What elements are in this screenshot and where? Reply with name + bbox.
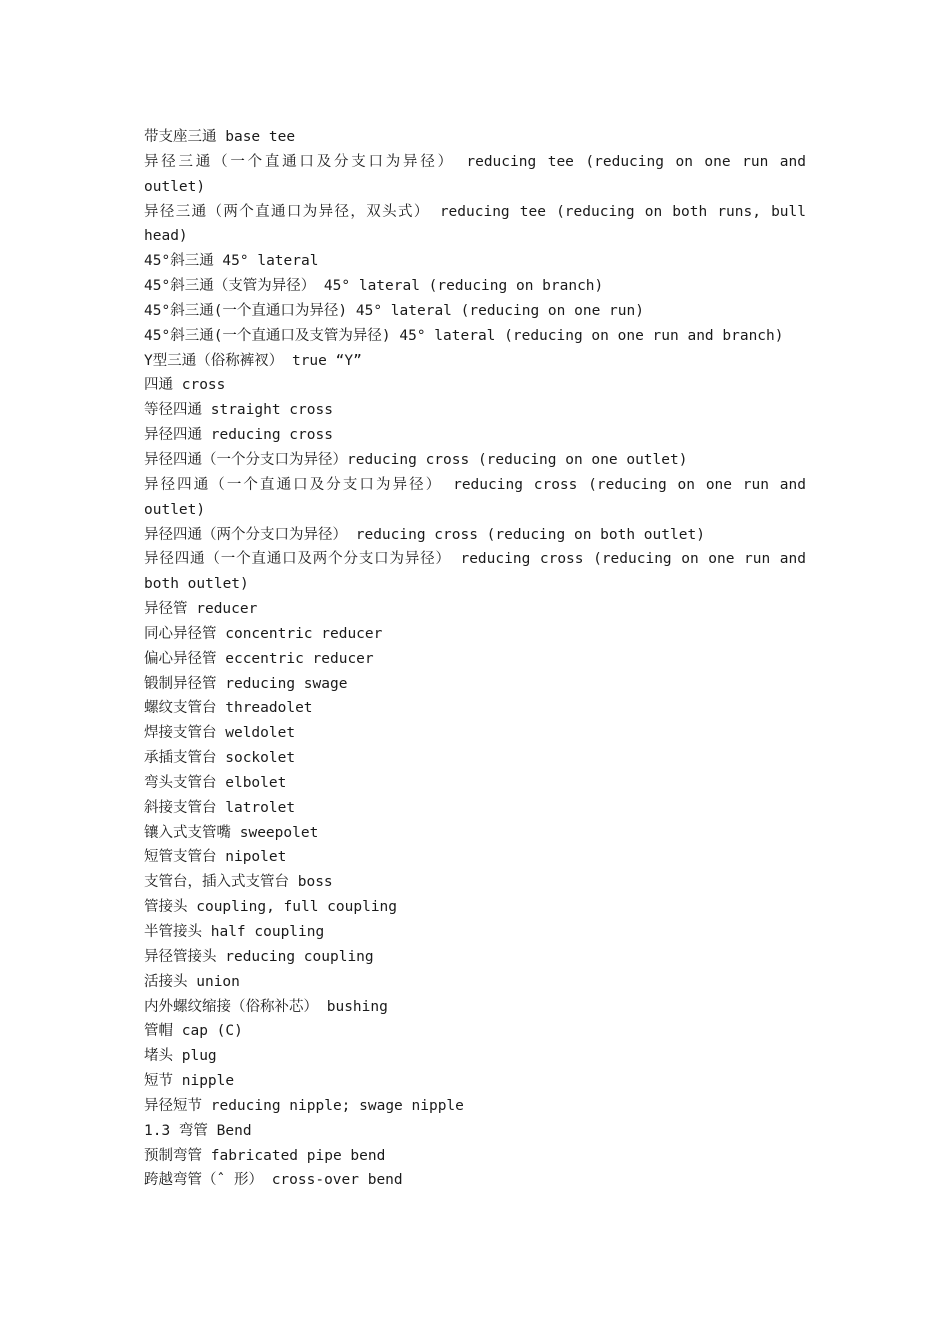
text-line: 异径四通（一个直通口及分支口为异径） reducing cross (reducing on one run and outlet) xyxy=(144,476,806,518)
text-line: 异径管接头 reducing coupling xyxy=(144,948,374,965)
text-line: 螺纹支管台 threadolet xyxy=(144,700,313,717)
text-line: 半管接头 half coupling xyxy=(144,924,325,940)
text-line: 偏心异径管 eccentric reducer xyxy=(144,650,374,667)
text-line: 异径四通 reducing cross xyxy=(144,427,333,444)
text-line: 45°斜三通 45° lateral xyxy=(144,253,319,270)
text-line: 支管台，插入式支管台 boss xyxy=(144,874,333,891)
text-line: 管接头 coupling, full coupling xyxy=(144,899,398,916)
text-line: 预制弯管 fabricated pipe bend xyxy=(144,1147,386,1164)
text-line: 活接头 union xyxy=(144,973,240,990)
text-line: 异径四通（两个分支口为异径） reducing cross (reducing on both outlet) xyxy=(144,526,705,543)
text-line: 内外螺纹缩接（俗称补芯） bushing xyxy=(144,998,388,1015)
text-line: 等径四通 straight cross xyxy=(144,402,333,419)
text-line: 异径四通（一个分支口为异径）reducing cross (reducing on one outlet) xyxy=(144,451,688,468)
text-line: 跨越弯管（ˆ 形） cross-over bend xyxy=(144,1172,403,1189)
text-line: 短节 nipple xyxy=(144,1073,235,1090)
text-line: 异径三通（一个直通口及分支口为异径） reducing tee (reducing on one run and outlet) xyxy=(144,153,806,195)
text-line: 管帽 cap (C) xyxy=(144,1023,243,1040)
text-line: 锻制异径管 reducing swage xyxy=(144,675,348,692)
text-line: 异径三通（两个直通口为异径，双头式） reducing tee (reducing on both runs, bull head) xyxy=(144,203,806,245)
text-line: 短管支管台 nipolet xyxy=(144,849,287,866)
text-line: 堵头 plug xyxy=(144,1048,217,1065)
text-line: 45°斜三通（支管为异径） 45° lateral (reducing on branch) xyxy=(144,278,604,295)
text-line: 异径短节 reducing nipple; swage nipple xyxy=(144,1097,464,1114)
text-line: 承插支管台 sockolet xyxy=(144,750,296,767)
text-line: 焊接支管台 weldolet xyxy=(144,725,296,742)
text-line: 斜接支管台 latrolet xyxy=(144,799,296,816)
document-body xyxy=(144,125,806,1193)
text-line: 四通 cross xyxy=(144,377,226,394)
text-line: 1.3 弯管 Bend xyxy=(144,1122,252,1139)
text-line: 异径管 reducer xyxy=(144,601,258,618)
text-line: Y型三通（俗称裤衩） true “Y” xyxy=(144,352,362,369)
text-line: 45°斜三通(一个直通口为异径) 45° lateral (reducing on one run) xyxy=(144,302,644,319)
text-line: 带支座三通 base tee xyxy=(144,129,296,145)
text-line: 异径四通（一个直通口及两个分支口为异径） reducing cross (reducing on one run and both outlet) xyxy=(144,551,806,593)
text-line: 45°斜三通(一个直通口及支管为异径) 45° lateral (reducing on one run and branch) xyxy=(144,327,784,344)
text-line: 同心异径管 concentric reducer xyxy=(144,625,383,642)
text-line: 弯头支管台 elbolet xyxy=(144,774,287,791)
text-line: 镶入式支管嘴 sweepolet xyxy=(144,824,319,841)
